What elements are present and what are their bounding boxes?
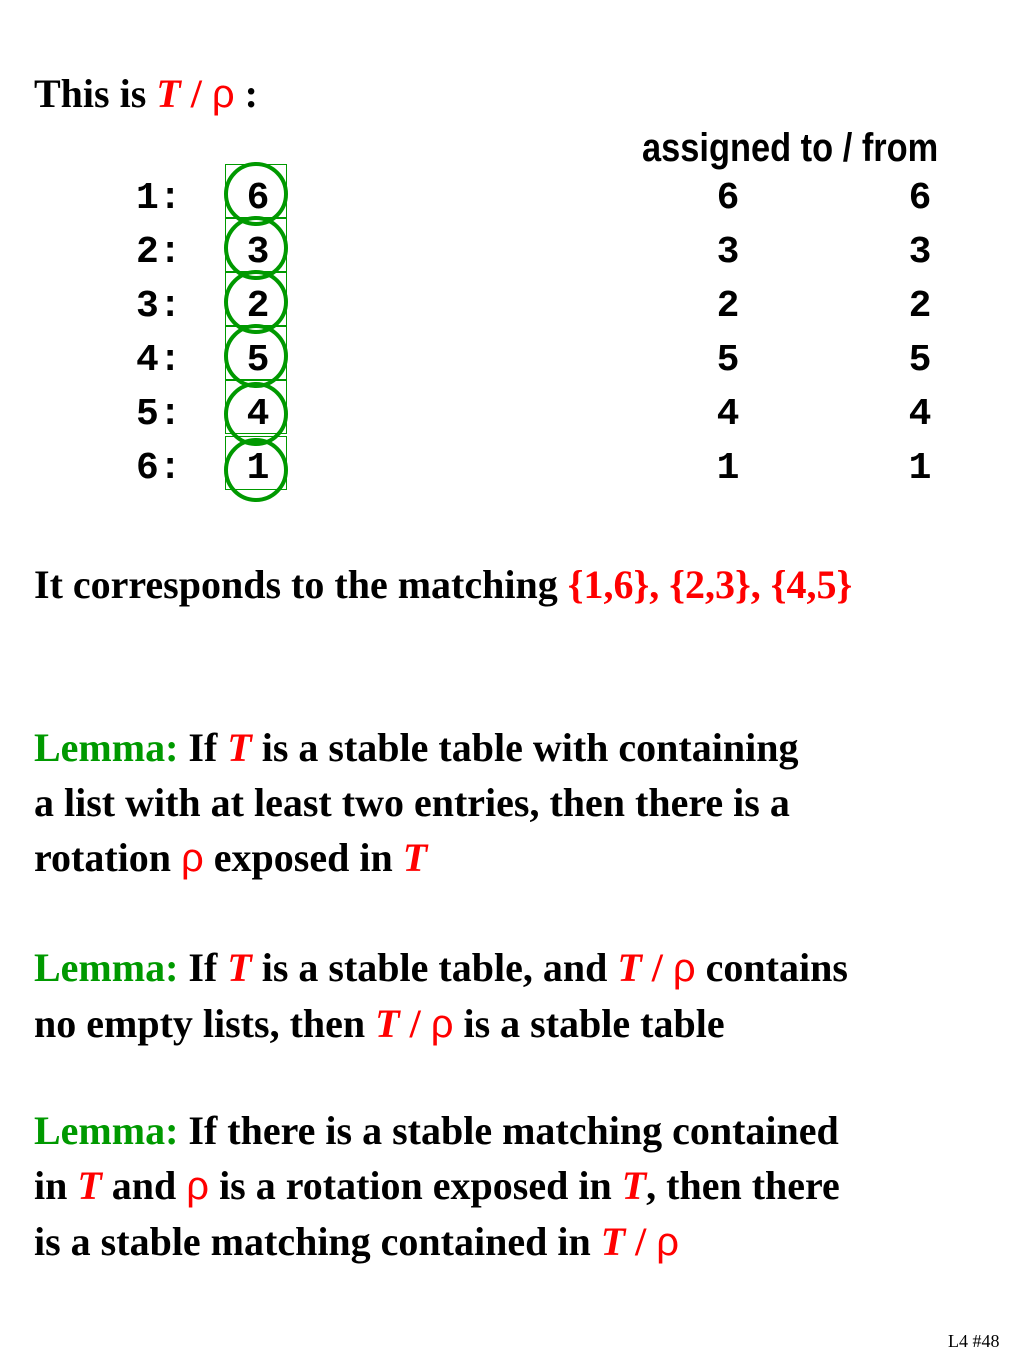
lemma-3-line-3 xyxy=(34,1214,994,1270)
lemma-1-line-3 xyxy=(34,830,994,886)
lemma-t: T xyxy=(617,945,642,990)
title-suffix: : xyxy=(234,71,258,116)
lemma-text: exposed in xyxy=(203,835,403,880)
lemma-slash: / xyxy=(399,1001,431,1046)
from-value: 4 xyxy=(908,393,932,436)
lemma-text: is a stable table with containing xyxy=(251,725,799,770)
lemma-rho: ρ xyxy=(186,1164,210,1208)
row-value: 5 xyxy=(246,339,270,382)
lemma-3-line-1 xyxy=(34,1103,994,1158)
row-label: 1: xyxy=(136,177,182,220)
lemma-2-line-2 xyxy=(34,996,994,1052)
lemma-text: is a rotation exposed in xyxy=(209,1163,622,1208)
from-value: 2 xyxy=(908,285,932,328)
lemma-1-line-2: a list with at least two entries, then there is a xyxy=(34,780,790,825)
lemma-text: no empty lists, then xyxy=(34,1001,376,1046)
row-label: 2: xyxy=(136,231,182,274)
row-value: 6 xyxy=(246,177,270,220)
lemma-text: If there is a stable matching contained xyxy=(178,1108,839,1153)
assigned-value: 2 xyxy=(716,285,740,328)
lemma-label: Lemma: xyxy=(34,945,179,990)
lemma-3-line-2 xyxy=(34,1158,994,1214)
lemma-text: contains xyxy=(695,945,848,990)
lemma-t: T xyxy=(77,1163,102,1208)
lemma-text: is a stable matching contained in xyxy=(34,1219,601,1264)
lemma-rho: ρ xyxy=(672,946,696,990)
title-slash: / xyxy=(180,71,212,116)
assigned-value: 6 xyxy=(716,177,740,220)
lemma-label: Lemma: xyxy=(34,725,179,770)
lemma-text: in xyxy=(34,1163,78,1208)
assigned-value: 5 xyxy=(716,339,740,382)
from-value: 5 xyxy=(908,339,932,382)
lemma-slash: / xyxy=(625,1219,657,1264)
lemma-rho: ρ xyxy=(656,1220,680,1264)
lemma-t: T xyxy=(227,945,252,990)
matching-text: It corresponds to the matching xyxy=(34,562,568,607)
lemma-text: If xyxy=(178,945,228,990)
slide-number: L4 #48 xyxy=(948,1331,1000,1351)
lemma-label: Lemma: xyxy=(34,1108,179,1153)
assigned-from-header: assigned to / from xyxy=(642,126,939,170)
from-value: 1 xyxy=(908,447,932,490)
lemma-t: T xyxy=(621,1163,647,1208)
lemma-text: , then there xyxy=(646,1163,840,1208)
lemma-text: rotation xyxy=(34,835,182,880)
row-value: 3 xyxy=(246,231,270,274)
lemma-t: T xyxy=(227,725,252,770)
lemma-1-line-1 xyxy=(34,720,994,775)
lemma-text: is a stable table xyxy=(453,1001,725,1046)
lemma-2 xyxy=(34,940,994,1052)
assigned-value: 1 xyxy=(716,447,740,490)
from-value: 3 xyxy=(908,231,932,274)
row-value: 1 xyxy=(246,447,270,490)
lemma-rho: ρ xyxy=(181,836,204,880)
row-label: 4: xyxy=(136,339,182,382)
assigned-value: 3 xyxy=(716,231,740,274)
row-value: 2 xyxy=(246,285,270,328)
lemma-text: and xyxy=(101,1163,187,1208)
lemma-text: is a stable table, and xyxy=(251,945,618,990)
lemma-t: T xyxy=(375,1001,400,1046)
lemma-2-line-1 xyxy=(34,940,994,996)
assigned-value: 4 xyxy=(716,393,740,436)
title-rho: ρ xyxy=(211,72,235,116)
row-label: 3: xyxy=(136,285,182,328)
matching-line xyxy=(34,557,852,612)
row-label: 5: xyxy=(136,393,182,436)
row-value: 4 xyxy=(246,393,270,436)
from-value: 6 xyxy=(908,177,932,220)
matching-pairs: {1,6}, {2,3}, {4,5} xyxy=(567,562,853,607)
lemma-slash: / xyxy=(641,945,673,990)
row-label: 6: xyxy=(136,447,182,490)
title-line xyxy=(34,66,258,122)
title-t: T xyxy=(156,71,181,116)
lemma-text: If xyxy=(178,725,228,770)
lemma-3 xyxy=(34,1103,994,1270)
lemma-t: T xyxy=(600,1219,626,1264)
lemma-t: T xyxy=(402,835,428,880)
lemma-rho: ρ xyxy=(430,1002,454,1046)
lemma-1 xyxy=(34,720,994,886)
title-prefix: This is xyxy=(34,71,157,116)
